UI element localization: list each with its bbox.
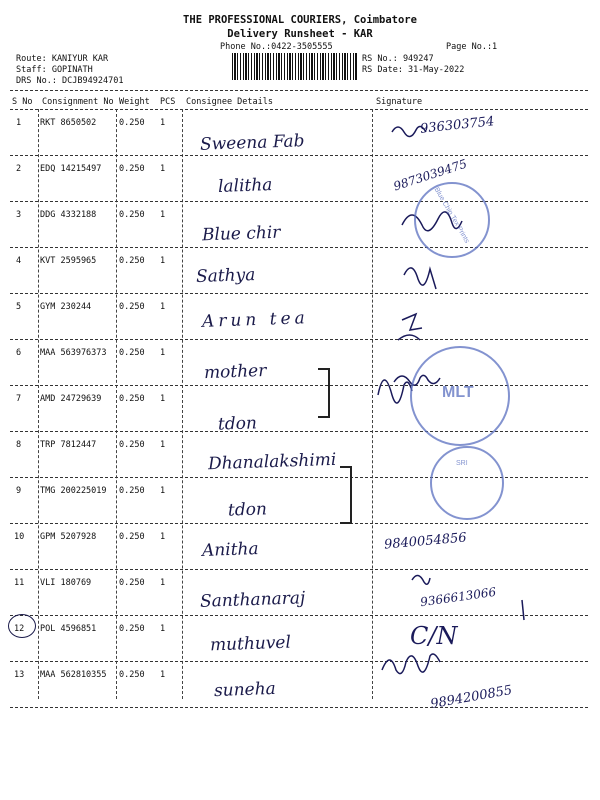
row-sno: 10 [14, 532, 25, 542]
company-title: THE PROFESSIONAL COURIERS, Coimbatore [183, 14, 417, 26]
signature-handwriting: 9894200855 [429, 682, 514, 713]
row-pcs: 1 [160, 256, 166, 266]
row-weight: 0.250 [119, 348, 145, 358]
consignee-handwriting: suneha [213, 678, 277, 702]
row-pcs: 1 [160, 302, 166, 312]
row-sno: 13 [14, 670, 25, 680]
consignee-handwriting: tdon [217, 413, 258, 435]
row-pcs: 1 [160, 670, 166, 680]
signature-handwriting: C/N [410, 622, 458, 650]
row-pcs: 1 [160, 164, 166, 174]
rs-date: RS Date: 31-May-2022 [362, 65, 465, 75]
consignee-handwriting: Sweena Fab [199, 131, 305, 155]
signature-handwriting: 936303754 [419, 114, 496, 137]
row-sno: 4 [16, 256, 22, 266]
row-consignment: MAA 563976373 [40, 348, 107, 358]
col-sno: S No [12, 97, 33, 107]
row-weight: 0.250 [119, 210, 145, 220]
consignee-handwriting: tdon [227, 499, 268, 521]
consignee-handwriting: Sathya [195, 264, 256, 288]
row-consignment: GYM 230244 [40, 302, 92, 312]
row-pcs: 1 [160, 394, 166, 404]
col-divider [38, 109, 39, 699]
row-consignment: MAA 562810355 [40, 670, 107, 680]
row-weight: 0.250 [119, 302, 145, 312]
row-weight: 0.250 [119, 624, 145, 634]
row-pcs: 1 [160, 210, 166, 220]
row-pcs: 1 [160, 532, 166, 542]
signature-handwriting: 9366613066 [419, 584, 497, 610]
row-weight: 0.250 [119, 578, 145, 588]
col-divider [182, 109, 183, 699]
row-weight: 0.250 [119, 486, 145, 496]
row-weight: 0.250 [119, 118, 145, 128]
row-consignment: AMD 24729639 [40, 394, 102, 404]
consignee-handwriting: muthuvel [209, 632, 292, 656]
signature-handwriting: 9873039475 [391, 156, 469, 194]
sri-stamp: SRI [430, 446, 504, 520]
row-pcs: 1 [160, 118, 166, 128]
consignee-handwriting: mother [203, 360, 267, 384]
col-weight: Weight [119, 97, 150, 107]
col-consignment: Consignment No [42, 97, 114, 107]
consignee-handwriting: Arun tea [201, 308, 310, 332]
drs-number: DRS No.: DCJB94924701 [16, 76, 124, 86]
row-weight: 0.250 [119, 440, 145, 450]
rs-number: RS No.: 949247 [362, 54, 434, 64]
row-sno: 7 [16, 394, 22, 404]
bracket-mark [318, 368, 330, 418]
row-weight: 0.250 [119, 256, 145, 266]
row-pcs: 1 [160, 486, 166, 496]
row-consignment: EDQ 14215497 [40, 164, 102, 174]
row-weight: 0.250 [119, 532, 145, 542]
row-weight: 0.250 [119, 394, 145, 404]
col-consignee: Consignee Details [186, 97, 273, 107]
consignee-handwriting: Blue chir [201, 222, 281, 246]
consignee-handwriting: Dhanalakshimi [207, 449, 337, 475]
row-sno: 5 [16, 302, 22, 312]
mlt-stamp: MLT [410, 346, 510, 446]
page-number: Page No.:1 [446, 42, 498, 52]
row-sno: 2 [16, 164, 22, 174]
col-signature: Signature [376, 97, 423, 107]
row-consignment: VLI 180769 [40, 578, 92, 588]
signature-handwriting: 9840054856 [383, 530, 468, 553]
row-consignment: TRP 7812447 [40, 440, 97, 450]
phone-number: Phone No.:0422-3505555 [220, 42, 333, 52]
row-sno: 9 [16, 486, 22, 496]
route: Route: KANIYUR KAR [16, 54, 109, 64]
bracket-mark [340, 466, 352, 524]
row-sno: 3 [16, 210, 22, 220]
row-sno: 12 [14, 624, 25, 634]
row-pcs: 1 [160, 440, 166, 450]
row-consignment: GPM 5207928 [40, 532, 97, 542]
row-consignment: POL 4596851 [40, 624, 97, 634]
row-consignment: DDG 4332188 [40, 210, 97, 220]
blue-chip-stamp: Blue Chip Tex Prints [414, 182, 490, 258]
row-weight: 0.250 [119, 164, 145, 174]
row-consignment: RKT 8650502 [40, 118, 97, 128]
row-sno: 11 [14, 578, 25, 588]
row-sno: 1 [16, 118, 22, 128]
runsheet-title: Delivery Runsheet - KAR [227, 28, 373, 40]
col-divider [116, 109, 117, 699]
row-sno: 8 [16, 440, 22, 450]
col-pcs: PCS [160, 97, 176, 107]
row-pcs: 1 [160, 578, 166, 588]
staff: Staff: GOPINATH [16, 65, 93, 75]
row-consignment: KVT 2595965 [40, 256, 97, 266]
row-consignment: TMG 200225019 [40, 486, 107, 496]
row-sno: 6 [16, 348, 22, 358]
row-pcs: 1 [160, 348, 166, 358]
barcode [232, 53, 357, 80]
consignee-handwriting: Santhanaraj [199, 588, 306, 612]
header-top-rule [10, 90, 588, 91]
consignee-handwriting: lalitha [217, 175, 273, 197]
row-weight: 0.250 [119, 670, 145, 680]
consignee-handwriting: Anitha [201, 539, 259, 561]
row-pcs: 1 [160, 624, 166, 634]
